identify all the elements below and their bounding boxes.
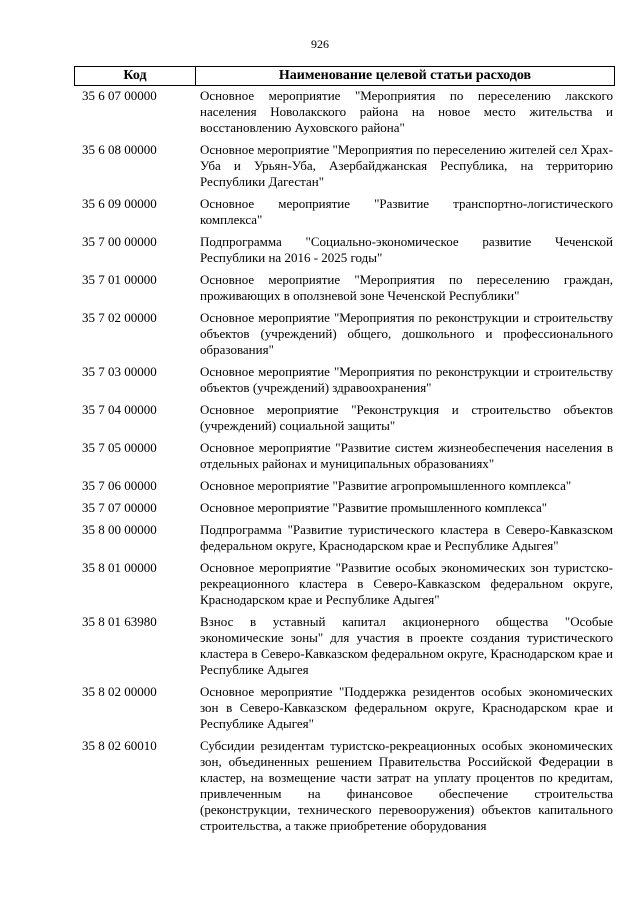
row-name: Основное мероприятие "Мероприятия по переселению жителей сел Храх-Уба и Урьян-Уба, Азербайджанская Республика, на территорию Республики Дагестан" [200, 142, 613, 189]
row-name: Основное мероприятие "Развитие промышленного комплекса" [200, 500, 548, 515]
row-code: 35 8 00 00000 [82, 522, 157, 537]
column-header-name: Наименование целевой статьи расходов [278, 68, 532, 83]
table-row [74, 522, 615, 554]
row-code: 35 8 02 00000 [82, 684, 157, 699]
table-body [74, 88, 615, 834]
row-name: Основное мероприятие "Развитие особых экономических зон туристско-рекреационного кластера в Северо-Кавказском федеральном округе, Краснодарском крае и Республике Адыгея" [200, 560, 613, 607]
row-code: 35 7 03 00000 [82, 364, 157, 379]
row-code: 35 7 05 00000 [82, 440, 157, 455]
row-name: Основное мероприятие "Развитие транспортно-логистического комплекса" [200, 196, 613, 227]
table-row [74, 440, 615, 472]
table-header [74, 66, 615, 86]
table-row [74, 560, 615, 608]
page-number: 926 [311, 37, 329, 51]
table-row [74, 364, 615, 396]
row-code: 35 6 08 00000 [82, 142, 157, 157]
row-name: Основное мероприятие "Мероприятия по переселению граждан, проживающих в оползневой зоне Чеченской Республики" [200, 272, 613, 303]
row-name: Основное мероприятие "Мероприятия по переселению лакского населения Новолакского района на новое место жительства и восстановлению Ауховского района" [200, 88, 613, 135]
row-code: 35 6 09 00000 [82, 196, 157, 211]
table-row [74, 196, 615, 228]
row-name: Основное мероприятие "Реконструкция и строительство объектов (учреждений) социальной защиты" [200, 402, 613, 433]
row-code: 35 7 00 00000 [82, 234, 157, 249]
table-row [74, 88, 615, 136]
row-name: Субсидии резидентам туристско-рекреационных особых экономических зон, объединенных решением Правительства Российской Федерации в кластер, на возмещение части затрат на уплату процентов по кредитам, привлеченным на финансовое обеспечение строительства (реконструкции, технического перевооружения) объектов капитального строительства, а также приобретение оборудования [200, 738, 613, 833]
row-name: Подпрограмма "Развитие туристического кластера в Северо-Кавказском федеральном округе, Краснодарском крае и Республике Адыгея" [200, 522, 613, 553]
table-row [74, 402, 615, 434]
table-row [74, 500, 615, 516]
row-code: 35 8 01 00000 [82, 560, 157, 575]
row-code: 35 8 01 63980 [82, 614, 157, 629]
row-name: Основное мероприятие "Развитие систем жизнеобеспечения населения в отдельных районах и муниципальных образованиях" [200, 440, 613, 471]
table-row [74, 478, 615, 494]
row-code: 35 7 04 00000 [82, 402, 157, 417]
row-name: Основное мероприятие "Развитие агропромышленного комплекса" [200, 478, 572, 493]
row-code: 35 7 06 00000 [82, 478, 157, 493]
budget-table [74, 66, 615, 834]
table-row [74, 310, 615, 358]
row-name: Основное мероприятие "Мероприятия по реконструкции и строительству объектов (учреждений) здравоохранения" [200, 364, 613, 395]
row-code: 35 7 07 00000 [82, 500, 157, 515]
row-name: Основное мероприятие "Мероприятия по реконструкции и строительству объектов (учреждений) общего, дошкольного и профессионального образования" [200, 310, 613, 357]
row-code: 35 6 07 00000 [82, 88, 157, 103]
row-code: 35 7 02 00000 [82, 310, 157, 325]
row-code: 35 7 01 00000 [82, 272, 157, 287]
table-row [74, 234, 615, 266]
table-row [74, 614, 615, 678]
table-row [74, 684, 615, 732]
row-code: 35 8 02 60010 [82, 738, 157, 753]
row-name: Взнос в уставный капитал акционерного общества "Особые экономические зоны" для участия в проекте создания туристического кластера в Северо-Кавказском федеральном округе, Краснодарском крае и Республике Адыгея [200, 614, 613, 677]
row-name: Основное мероприятие "Поддержка резидентов особых экономических зон в Северо-Кавказском федеральном округе, Краснодарском крае и Республике Адыгея" [200, 684, 613, 731]
table-row [74, 738, 615, 834]
table-row [74, 272, 615, 304]
column-header-code: Код [75, 67, 196, 85]
table-row [74, 142, 615, 190]
row-name: Подпрограмма "Социально-экономическое развитие Чеченской Республики на 2016 - 2025 годы" [200, 234, 613, 265]
